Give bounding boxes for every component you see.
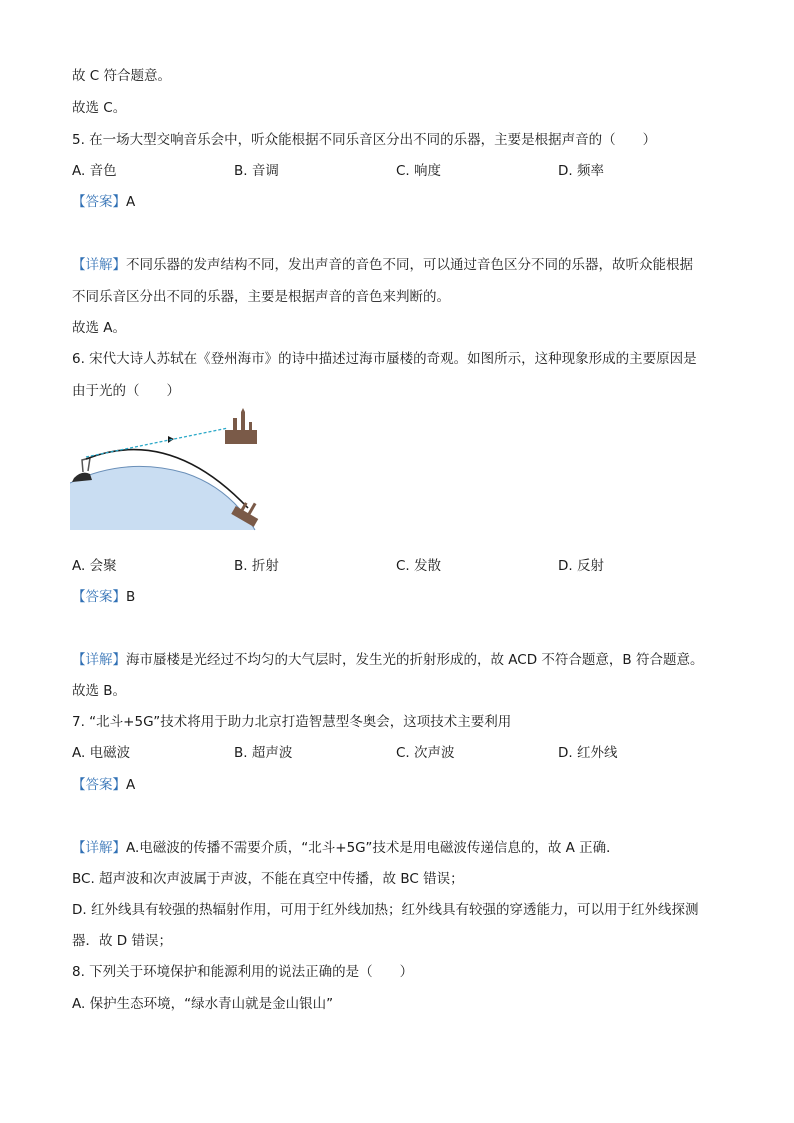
text-line: 故选 C。 [72,100,127,116]
text-line: 故选 A。 [72,320,127,336]
question-8: 8. 下列关于环境保护和能源利用的说法正确的是（ ） [72,964,414,980]
text-line: BC. 超声波和次声波属于声波，不能在真空中传播，故 BC 错误； [72,871,464,887]
question-8-option-a: A. 保护生态环境，“绿水青山就是金山银山” [72,996,334,1012]
answer-value: B [126,589,136,605]
answer-tag: 【答案】 [72,777,126,793]
text-line: 器．故 D 错误； [72,933,172,949]
text-line: 故选 B。 [72,683,127,699]
detail-6 [72,651,703,669]
detail-text: 海市蜃楼是光经过不均匀的大气层时，发生光的折射形成的，故 ACD 不符合题意，B 符合题意。 [126,652,704,668]
virtual-image-icon [225,408,257,444]
detail-tag: 【详解】 [72,840,126,856]
text-line: 故 C 符合题意。 [72,68,172,84]
detail-text: A.电磁波的传播不需要介质，“北斗+5G”技术是用电磁波传递信息的，故 A 正确． [126,840,620,856]
detail-tag: 【详解】 [72,652,126,668]
detail-7 [72,839,620,857]
question-5: 5. 在一场大型交响音乐会中，听众能根据不同乐音区分出不同的乐器，主要是根据声音的（ ） [72,132,657,148]
answer-value: A [126,194,136,210]
answer-tag: 【答案】 [72,194,126,210]
option-b: B. 超声波 [234,745,293,761]
answer-6 [72,588,135,606]
option-c: C. 次声波 [396,745,455,761]
option-b: B. 音调 [234,163,279,179]
answer-5 [72,193,135,211]
option-d: D. 反射 [558,558,604,574]
option-a: A. 会聚 [72,558,117,574]
answer-7 [72,776,135,794]
answer-tag: 【答案】 [72,589,126,605]
text-line: D. 红外线具有较强的热辐射作用，可用于红外线加热；红外线具有较强的穿透能力，可以用于红外线探测 [72,902,699,918]
option-a: A. 音色 [72,163,117,179]
mirage-figure [70,408,270,533]
question-7: 7. “北斗+5G”技术将用于助力北京打造智慧型冬奥会，这项技术主要利用 [72,714,512,730]
earth-surface [70,466,255,530]
question-6: 6. 宋代大诗人苏轼在《登州海市》的诗中描述过海市蜃楼的奇观。如图所示，这种现象形成的主要原因是 [72,351,697,367]
option-c: C. 发散 [396,558,442,574]
option-d: D. 红外线 [558,745,618,761]
detail-text: 不同乐器的发声结构不同，发出声音的音色不同，可以通过音色区分不同的乐器，故听众能根据 [126,257,693,273]
option-d: D. 频率 [558,163,604,179]
option-b: B. 折射 [234,558,279,574]
answer-value: A [126,777,136,793]
detail-5 [72,256,693,274]
option-c: C. 响度 [396,163,442,179]
detail-tag: 【详解】 [72,257,126,273]
observer-icon [82,458,90,472]
option-a: A. 电磁波 [72,745,131,761]
text-line: 由于光的（ ） [72,383,180,399]
text-line: 不同乐音区分出不同的乐器，主要是根据声音的音色来判断的。 [72,289,450,305]
